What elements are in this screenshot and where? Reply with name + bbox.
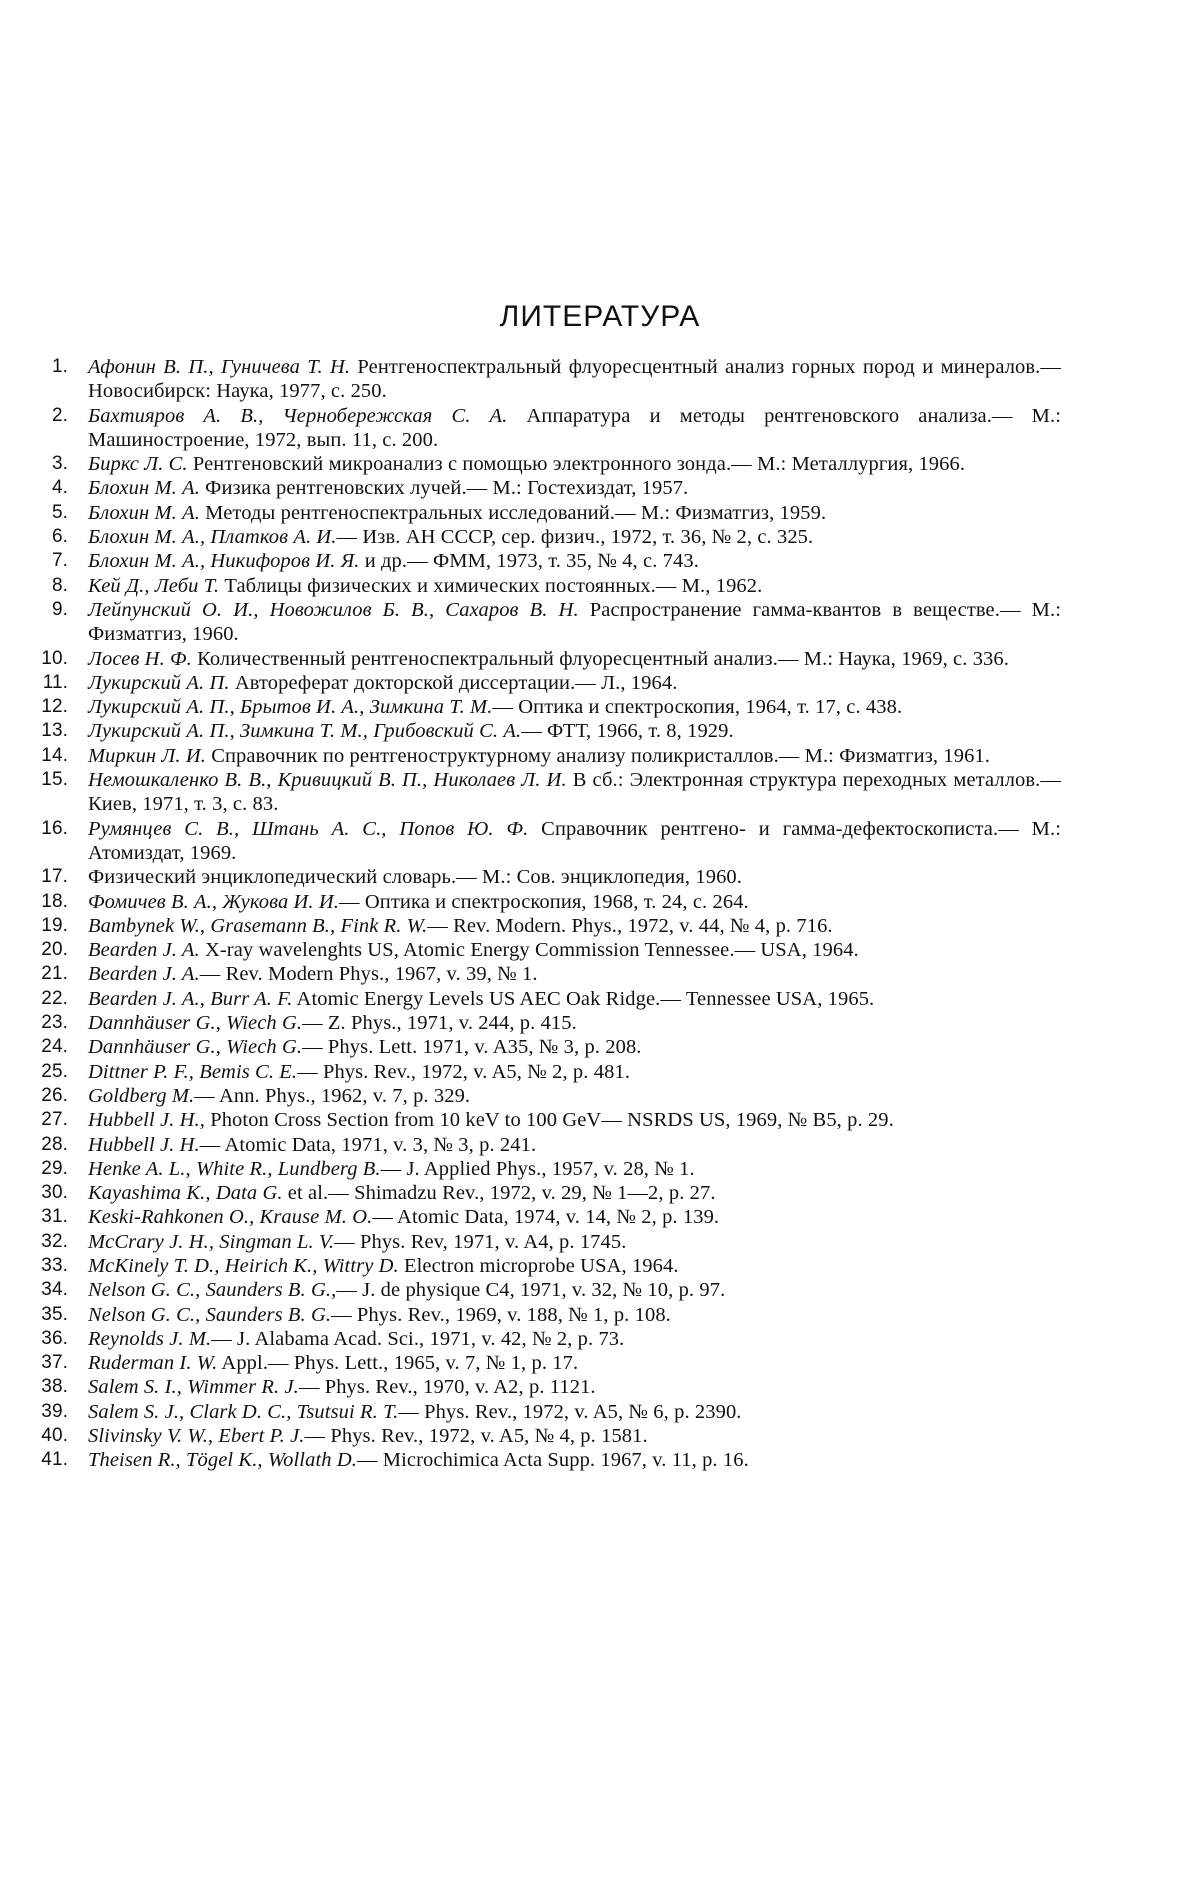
reference-item: [36, 574, 1061, 598]
reference-number: 7.: [51, 550, 68, 572]
reference-authors: Hubbell J. H.: [88, 1133, 200, 1156]
reference-item: [36, 598, 1061, 647]
reference-number: 30.: [41, 1182, 68, 1204]
reference-item: [36, 1327, 1061, 1351]
reference-details: — ФТТ, 1966, т. 8, 1929.: [521, 720, 734, 743]
reference-authors: Dannhäuser G., Wiech G.: [88, 1036, 303, 1059]
reference-item: [36, 768, 1061, 817]
reference-authors: Dannhäuser G., Wiech G.: [88, 1012, 303, 1035]
reference-authors: Bearden J. A., Burr A. F.: [88, 987, 293, 1010]
reference-item: [36, 404, 1061, 453]
reference-number: 19.: [41, 914, 68, 936]
reference-item: [36, 817, 1061, 866]
reference-number: 13.: [41, 720, 68, 742]
reference-number: 24.: [41, 1036, 68, 1058]
reference-details: — Phys. Rev., 1972, v. A5, № 6, p. 2390.: [398, 1400, 742, 1423]
reference-details: Методы рентгеноспектральных исследований.— М.: Физматгиз, 1959.: [199, 501, 827, 524]
reference-authors: Блохин М. А.: [88, 477, 200, 500]
reference-authors: Nelson G. C., Saunders B. G.: [88, 1279, 332, 1302]
reference-item: [36, 719, 1061, 743]
reference-authors: Лосев Н. Ф.: [88, 647, 192, 670]
reference-number: 3.: [51, 453, 68, 475]
reference-details: — Оптика и спектроскопия, 1964, т. 17, с. 438.: [492, 696, 903, 719]
reference-item: [36, 1278, 1061, 1302]
reference-number: 29.: [41, 1157, 68, 1179]
reference-details: Автореферат докторской диссертации.— Л., 1964.: [229, 671, 678, 694]
reference-item: [36, 1060, 1061, 1084]
reference-item: [36, 1254, 1061, 1278]
reference-details: — Atomic Data, 1974, v. 14, № 2, p. 139.: [372, 1206, 720, 1229]
reference-authors: Salem S. I., Wimmer R. J.: [88, 1376, 299, 1399]
reference-details: Рентгеновский микроанализ с помощью электронного зонда.— М.: Металлургия, 1966.: [187, 453, 966, 476]
reference-item: [36, 525, 1061, 549]
reference-item: [36, 962, 1061, 986]
reference-number: 5.: [51, 501, 68, 523]
reference-number: 10.: [41, 647, 68, 669]
reference-authors: McCrary J. H., Singman L. V.: [88, 1230, 335, 1253]
reference-details: Справочник рентгено- и гамма-дефектоскописта.— М.: Атомиздат, 1969.: [88, 817, 1061, 864]
reference-details: Аппаратура и методы рентгеновского анализа.— М.: Машиностроение, 1972, вып. 11, с. 200.: [88, 404, 1062, 451]
reference-item: [36, 1424, 1061, 1448]
reference-details: Справочник по рентгеноструктурному анализу поликристаллов.— М.: Физматгиз, 1961.: [205, 744, 990, 767]
reference-number: 20.: [41, 939, 68, 961]
reference-details: Photon Cross Section from 10 keV to 100 GeV— NSRDS US, 1969, № B5, p. 29.: [204, 1109, 894, 1132]
reference-item: [36, 1084, 1061, 1108]
reference-details: ,— J. de physique C4, 1971, v. 32, № 10, p. 97.: [331, 1279, 726, 1302]
reference-number: 36.: [41, 1327, 68, 1349]
reference-number: 34.: [41, 1279, 68, 1301]
reference-authors: Афонин В. П., Гуничева Т. Н.: [88, 356, 351, 378]
reference-item: [36, 1303, 1061, 1327]
reference-item: [36, 1230, 1061, 1254]
reference-number: 21.: [41, 963, 68, 985]
reference-number: 2.: [51, 404, 68, 426]
reference-details: Atomic Energy Levels US AEC Oak Ridge.— Tennessee USA, 1965.: [292, 987, 875, 1010]
reference-authors: Блохин М. А.: [88, 501, 200, 524]
reference-number: 35.: [41, 1303, 68, 1325]
reference-number: 4.: [51, 477, 68, 499]
reference-item: [36, 1011, 1061, 1035]
reference-number: 8.: [51, 574, 68, 596]
reference-details: — Phys. Rev, 1971, v. A4, p. 1745.: [334, 1230, 627, 1253]
reference-number: 41.: [41, 1449, 68, 1471]
reference-item: [36, 501, 1061, 525]
reference-authors: Bearden J. A.: [88, 939, 200, 962]
reference-number: 23.: [41, 1012, 68, 1034]
reference-authors: Goldberg M.: [88, 1084, 195, 1107]
reference-item: [36, 476, 1061, 500]
reference-details: — Phys. Rev., 1972, v. A5, № 4, p. 1581.: [304, 1425, 648, 1448]
reference-details: — J. Alabama Acad. Sci., 1971, v. 42, № 2, p. 73.: [211, 1327, 625, 1350]
reference-item: [36, 890, 1061, 914]
reference-number: 27.: [41, 1109, 68, 1131]
reference-details: Appl.— Phys. Lett., 1965, v. 7, № 1, p. 17.: [217, 1352, 579, 1375]
reference-details: — Z. Phys., 1971, v. 244, p. 415.: [302, 1012, 577, 1035]
reference-item: [36, 744, 1061, 768]
reference-details: Рентгеноспектральный флуоресцентный анализ горных пород и минералов.— Новосибирск: Наука, 1977, с. 250.: [88, 356, 1061, 403]
reference-item: [36, 695, 1061, 719]
reference-authors: Keski-Rahkonen O., Krause M. O.: [88, 1206, 373, 1229]
reference-item: [36, 549, 1061, 573]
reference-number: 14.: [41, 744, 68, 766]
reference-details: et al.— Shimadzu Rev., 1972, v. 29, № 1—2, p. 27.: [282, 1182, 716, 1205]
reference-number: 40.: [41, 1425, 68, 1447]
reference-authors: Немошкаленко В. В., Кривицкий В. П., Николаев Л. И.: [88, 769, 567, 792]
reference-item: [36, 1351, 1061, 1375]
reference-number: 16.: [41, 817, 68, 839]
reference-authors: Salem S. J., Clark D. C., Tsutsui R. T.: [88, 1400, 399, 1423]
reference-authors: Фомичев В. А., Жукова И. И.: [88, 890, 340, 913]
reference-number: 9.: [51, 598, 68, 620]
reference-details: — Ann. Phys., 1962, v. 7, p. 329.: [194, 1084, 471, 1107]
reference-authors: Кей Д., Леби Т.: [88, 574, 220, 597]
reference-authors: Миркин Л. И.: [88, 744, 206, 767]
reference-item: [36, 1181, 1061, 1205]
reference-details: Electron microprobe USA, 1964.: [398, 1254, 679, 1277]
reference-details: Распространение гамма-квантов в веществе.— М.: Физматгиз, 1960.: [88, 598, 1061, 646]
reference-details: X-ray wavelenghts US, Atomic Energy Commission Tennessee.— USA, 1964.: [199, 939, 859, 962]
reference-details: Физический энциклопедический словарь.— М.: Сов. энциклопедия, 1960.: [88, 866, 742, 889]
reference-number: 32.: [41, 1230, 68, 1252]
reference-authors: Лукирский А. П., Зимкина Т. М., Грибовский С. А.: [88, 720, 522, 743]
reference-details: — Microchimica Acta Supp. 1967, v. 11, p. 16.: [356, 1449, 749, 1472]
reference-number: 11.: [42, 671, 68, 693]
reference-item: [36, 865, 1061, 889]
reference-number: 6.: [51, 526, 68, 548]
reference-number: 31.: [41, 1206, 68, 1228]
reference-item: [36, 1035, 1061, 1059]
reference-number: 12.: [41, 696, 68, 718]
reference-item: [36, 452, 1061, 476]
reference-item: [36, 1448, 1061, 1472]
reference-details: — Phys. Rev., 1969, v. 188, № 1, p. 108.: [331, 1303, 671, 1326]
reference-authors: Лейпунский О. И., Новожилов Б. В., Сахаров В. Н.: [88, 598, 579, 621]
reference-number: 38.: [41, 1376, 68, 1398]
reference-item: [36, 647, 1061, 671]
reference-authors: Dittner P. F., Bemis C. E.: [88, 1060, 298, 1083]
reference-number: 26.: [41, 1084, 68, 1106]
reference-authors: Ruderman I. W.: [88, 1352, 218, 1375]
reference-list: [36, 355, 1061, 1473]
reference-number: 15.: [41, 769, 68, 791]
reference-details: Количественный рентгеноспектральный флуоресцентный анализ.— М.: Наука, 1969, с. 336.: [191, 647, 1009, 670]
reference-authors: Reynolds J. M.: [88, 1327, 212, 1350]
reference-authors: McKinely T. D., Heirich K., Wittry D.: [88, 1254, 399, 1277]
reference-authors: Nelson G. C., Saunders B. G.: [88, 1303, 332, 1326]
reference-details: и др.— ФММ, 1973, т. 35, № 4, с. 743.: [359, 550, 699, 573]
reference-authors: Slivinsky V. W., Ebert P. J.: [88, 1425, 305, 1448]
reference-details: — Изв. АН СССР, сер. физич., 1972, т. 36, № 2, с. 325.: [336, 526, 814, 549]
reference-number: 28.: [41, 1133, 68, 1155]
reference-number: 33.: [41, 1254, 68, 1276]
reference-authors: Bambynek W., Grasemann B., Fink R. W.: [88, 914, 428, 937]
reference-item: [36, 987, 1061, 1011]
reference-authors: Henke A. L., White R., Lundberg B.: [88, 1157, 381, 1180]
reference-authors: Лукирский А. П., Брытов И. А., Зимкина Т. М.: [88, 696, 493, 719]
reference-details: Физика рентгеновских лучей.— М.: Гостехиздат, 1957.: [199, 477, 689, 500]
reference-authors: Bearden J. A.: [88, 963, 200, 986]
reference-details: — Rev. Modern Phys., 1967, v. 39, № 1.: [199, 963, 538, 986]
reference-item: [36, 1205, 1061, 1229]
reference-details: — Phys. Rev., 1970, v. A2, p. 1121.: [298, 1376, 596, 1399]
reference-details: — Phys. Rev., 1972, v. A5, № 2, p. 481.: [297, 1060, 630, 1083]
reference-number: 1.: [51, 356, 68, 377]
reference-authors: Биркс Л. С.: [88, 453, 188, 476]
reference-details: — J. Applied Phys., 1957, v. 28, № 1.: [380, 1157, 695, 1180]
reference-details: — Atomic Data, 1971, v. 3, № 3, p. 241.: [199, 1133, 537, 1156]
reference-number: 18.: [41, 890, 68, 912]
reference-authors: Румянцев С. В., Штань А. С., Попов Ю. Ф.: [88, 817, 529, 840]
reference-number: 39.: [41, 1400, 68, 1422]
reference-details: — Оптика и спектроскопия, 1968, т. 24, с. 264.: [339, 890, 749, 913]
reference-authors: Блохин М. А., Никифоров И. Я.: [88, 550, 360, 573]
reference-number: 25.: [41, 1060, 68, 1082]
reference-item: [36, 1400, 1061, 1424]
reference-authors: Блохин М. А., Платков А. И.: [88, 526, 337, 549]
reference-number: 22.: [41, 987, 68, 1009]
reference-item: [36, 938, 1061, 962]
reference-number: 17.: [41, 866, 68, 888]
reference-item: [36, 1133, 1061, 1157]
reference-item: [36, 671, 1061, 695]
reference-details: В сб.: Электронная структура переходных металлов.— Киев, 1971, т. 3, с. 83.: [88, 769, 1061, 816]
page-title: ЛИТЕРАТУРА: [499, 300, 701, 333]
reference-details: — Phys. Lett. 1971, v. A35, № 3, p. 208.: [302, 1036, 642, 1059]
reference-item: [36, 1157, 1061, 1181]
reference-authors: Hubbell J. H.,: [88, 1109, 205, 1132]
reference-authors: Kayashima K., Data G.: [88, 1182, 283, 1205]
reference-details: — Rev. Modern. Phys., 1972, v. 44, № 4, p. 716.: [427, 914, 833, 937]
reference-authors: Theisen R., Tögel K., Wollath D.: [88, 1449, 357, 1472]
reference-details: Таблицы физических и химических постоянных.— М., 1962.: [219, 574, 763, 597]
reference-authors: Бахтияров А. В., Чернобережская С. А.: [88, 404, 508, 427]
reference-authors: Лукирский А. П.: [88, 671, 230, 694]
reference-item: [36, 355, 1061, 404]
reference-item: [36, 914, 1061, 938]
reference-item: [36, 1375, 1061, 1399]
reference-item: [36, 1108, 1061, 1132]
reference-number: 37.: [41, 1352, 68, 1374]
